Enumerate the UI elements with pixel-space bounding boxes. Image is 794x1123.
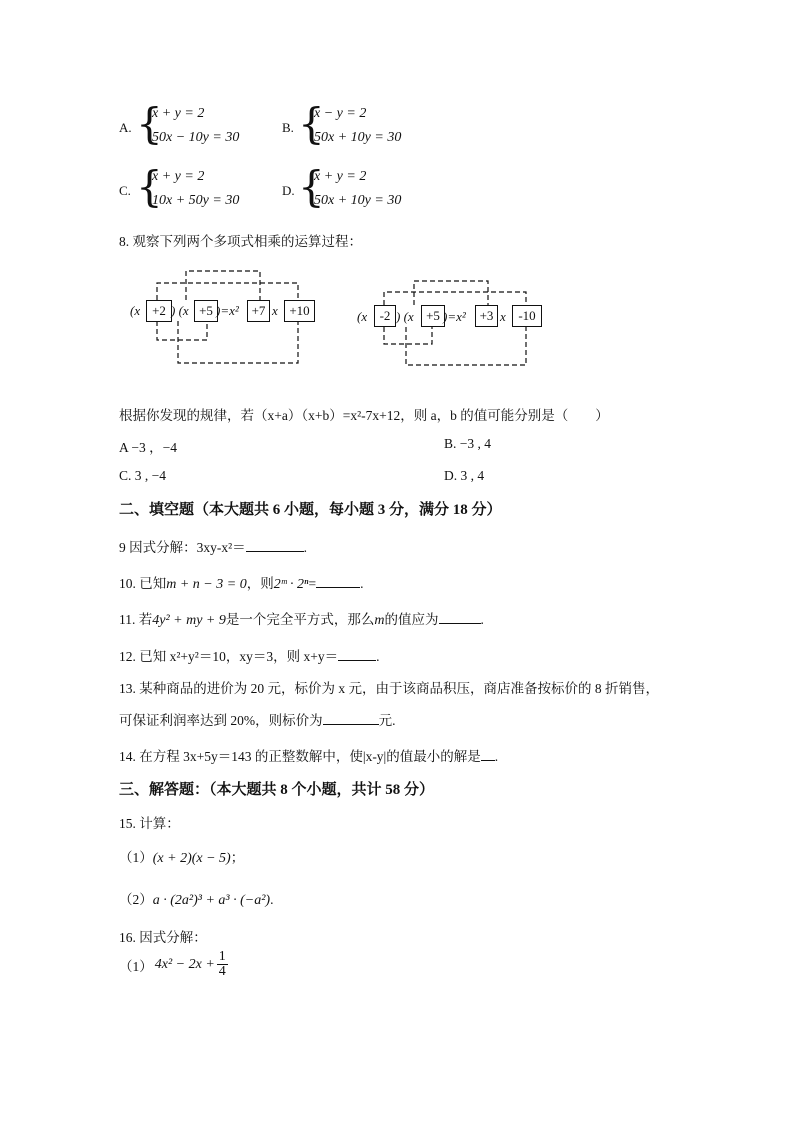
term-box: +3	[475, 305, 498, 327]
term-box: +5	[194, 300, 218, 322]
math-expression: (x + 2)(x − 5)	[152, 851, 231, 866]
diagram-text: x	[500, 309, 506, 324]
diagram-text: ) (x	[396, 309, 414, 324]
diagram-text: x	[272, 303, 278, 318]
question-end: .	[494, 749, 499, 764]
math-variable: m	[374, 613, 385, 628]
diagram-text: (x	[130, 303, 141, 318]
fraction	[217, 950, 228, 979]
part-label: （2）	[119, 892, 153, 907]
term-box: +10	[284, 300, 315, 322]
term-box: -10	[512, 305, 542, 327]
answer-blank	[246, 539, 304, 552]
question-15-part-1	[119, 846, 244, 867]
question-text: ，则	[246, 576, 274, 591]
term-box: +7	[247, 300, 270, 322]
math-expression: 4y² + my + 9	[152, 613, 226, 628]
math-expression: 2ᵐ · 2ⁿ	[273, 577, 309, 592]
question-text: 14. 在方程 3x+5y＝143 的正整数解中，使|x-y|的值最小的解是	[119, 749, 481, 764]
option-label: D.	[282, 183, 295, 198]
diagram-text: )=x²	[443, 309, 466, 324]
answer-blank	[323, 712, 379, 725]
question-16-part-1	[119, 950, 228, 979]
option-label: A.	[119, 120, 132, 135]
fraction-denominator: 4	[218, 964, 226, 979]
term-box: +5	[421, 305, 445, 327]
question-9	[119, 536, 307, 556]
equation: 50x + 10y = 30	[314, 130, 402, 145]
question-text: 的值应为	[384, 612, 439, 627]
math-expression: a · (2a²)³ + a³ · (−a²)	[152, 893, 271, 908]
part-label: （1）	[119, 850, 153, 865]
option-label: C.	[119, 183, 131, 198]
answer-blank	[439, 611, 481, 624]
fraction-numerator: 1	[218, 949, 226, 964]
q8-option-a: A −3 ，−4	[119, 440, 177, 455]
equation: 50x + 10y = 30	[314, 193, 402, 208]
diagram-text: (x	[357, 309, 368, 324]
part-end: ；	[230, 850, 245, 865]
question-text: 10. 已知	[119, 576, 167, 591]
q8-option-b: B. −3 , 4	[444, 436, 491, 451]
equation: x + y = 2	[152, 169, 205, 184]
question-8-stem: 8. 观察下列两个多项式相乘的运算过程：	[119, 234, 362, 249]
q8-option-d: D. 3 , 4	[444, 468, 485, 483]
diagram-text: )=x²	[216, 303, 239, 318]
q8-option-c: C. 3 , −4	[119, 468, 166, 483]
question-end: .	[480, 612, 484, 627]
question-end: .	[360, 576, 364, 591]
equation: 50x − 10y = 30	[152, 130, 240, 145]
equation: x + y = 2	[314, 169, 367, 184]
answer-blank	[481, 748, 495, 761]
question-text: 可保证利润率达到 20%，则标价为	[119, 713, 323, 728]
answer-blank	[338, 648, 376, 661]
part-label: （1）	[119, 958, 153, 974]
question-13-line-1: 13. 某种商品的进价为 20 元，标价为 x 元，由于该商品积压，商店准备按标价的 8 折销售，	[119, 681, 659, 696]
term-box: +2	[146, 300, 172, 322]
question-end: 元.	[378, 713, 396, 728]
diagram-2-dashed-lines	[0, 0, 794, 400]
brace: {	[136, 162, 163, 211]
question-text: 11. 若	[119, 612, 153, 627]
question-text: =	[308, 576, 317, 591]
section-2-heading: 二、填空题（本大题共 6 小题，每小题 3 分，满分 18 分）	[119, 502, 502, 518]
equation: 10x + 50y = 30	[152, 193, 240, 208]
question-10	[119, 572, 363, 593]
question-text: 是一个完全平方式，那么	[225, 612, 375, 627]
section-3-heading: 三、解答题：（本大题共 8 个小题，共计 58 分）	[119, 782, 435, 798]
equation: x + y = 2	[152, 106, 205, 121]
question-end: .	[376, 649, 380, 664]
math-expression: m + n − 3 = 0	[166, 577, 247, 592]
question-text: 12. 已知 x²+y²＝10，xy＝3，则 x+y＝	[119, 649, 339, 664]
question-12	[119, 645, 379, 665]
question-8-prompt: 根据你发现的规律，若（x+a）（x+b）=x²-7x+12，则 a，b 的值可能分别是（ ）	[119, 408, 609, 423]
answer-blank	[316, 575, 360, 588]
brace: {	[298, 162, 325, 211]
equation: x − y = 2	[314, 106, 367, 121]
question-text: 9 因式分解：3xy-x²＝	[119, 540, 246, 555]
term-box: -2	[374, 305, 396, 327]
part-end: .	[270, 892, 274, 907]
question-15-stem: 15. 计算：	[119, 816, 180, 831]
question-end: .	[303, 540, 308, 555]
question-15-part-2	[119, 888, 273, 909]
brace: {	[136, 99, 163, 148]
brace: {	[298, 99, 325, 148]
question-13-line-2	[119, 709, 396, 729]
math-expression: 4x² − 2x +	[154, 956, 215, 972]
question-16-stem: 16. 因式分解：	[119, 930, 207, 945]
question-11	[119, 608, 484, 629]
option-label: B.	[282, 120, 294, 135]
diagram-text: ) (x	[171, 303, 189, 318]
question-14	[119, 745, 498, 765]
